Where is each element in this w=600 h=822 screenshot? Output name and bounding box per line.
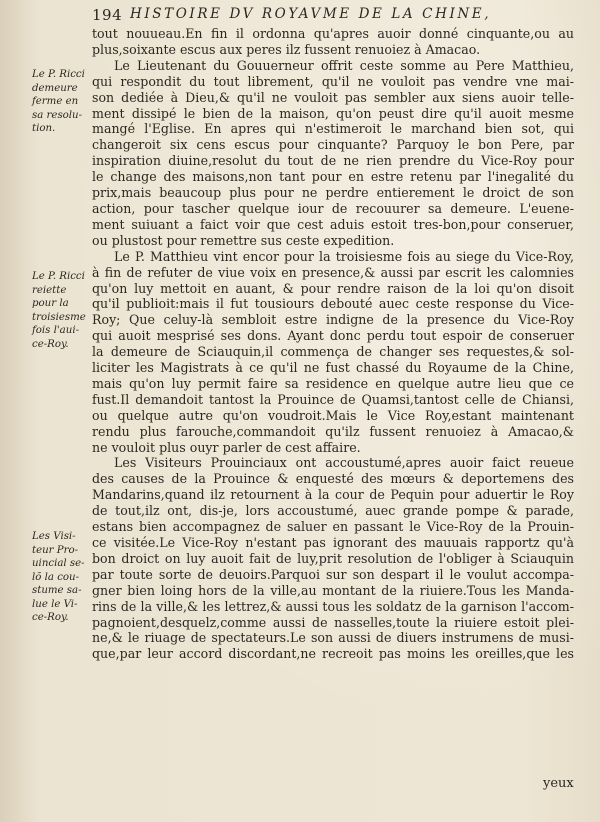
text-line: mais qu'on luy permit faire sa residence en quelque autre lieu que ce bbox=[92, 375, 574, 391]
margin-note-line: sa resolu- bbox=[32, 109, 83, 121]
text-line: le change des maisons,non tant pour en estre retenu par l'inegalité du bbox=[92, 169, 574, 185]
paragraph bbox=[92, 58, 574, 249]
text-line: ment dissipé le bien de la maison, qu'on peust dire qu'il auoit mesme bbox=[92, 105, 574, 121]
margin-note-line: demeure bbox=[32, 82, 78, 94]
text-line: fust.Il demandoit tantost la Prouince de Quamsi,tantost celle de Chiansi, bbox=[92, 391, 574, 407]
text-line: gner bien loing hors de la ville,au montant de la riuiere.Tous les Manda- bbox=[92, 582, 574, 598]
text-line: la demeure de Sciauquin,il commença de changer ses requestes,& sol- bbox=[92, 344, 574, 360]
margin-note-line: lõ la cou- bbox=[32, 571, 80, 583]
margin-note-line: fois l'aui- bbox=[32, 325, 80, 336]
text-line: qui auoit mesprisé ses dons. Ayant donc perdu tout espoir de conseruer bbox=[92, 328, 574, 344]
text-line: mangé l'Eglise. En apres qui n'estimeroit le marchand bien sot, qui bbox=[92, 121, 574, 137]
paragraph bbox=[92, 455, 574, 662]
margin-note-1 bbox=[32, 68, 92, 136]
text-line: estans bien accompagnez de saluer en passant le Vice-Roy de la Prouin- bbox=[92, 519, 574, 535]
catchword: yeux bbox=[543, 776, 574, 791]
text-line: son dediée à Dieu,& qu'il ne vouloit pas sembler aux siens auoir telle- bbox=[92, 89, 574, 105]
text-line: ment suiuant a faict voir que cest aduis estoit tres-bon,pour conseruer, bbox=[92, 216, 574, 232]
margin-note-line: troisiesme bbox=[32, 311, 86, 323]
text-line: Le P. Matthieu vint encor pour la troisiesme fois au siege du Vice-Roy, bbox=[114, 248, 574, 264]
text-line: changeroit six cens escus pour cinquante? Parquoy le bon Pere, par bbox=[92, 137, 574, 153]
text-line: des causes de la Prouince & enquesté des mœurs & deportemens des bbox=[92, 471, 574, 487]
text-line: pagnoient,desquelz,comme aussi de nasselles,toute la riuiere estoit plei- bbox=[92, 614, 574, 630]
margin-note-line: Les Visi- bbox=[32, 531, 76, 542]
text-line: qu'on luy mettoit en auant, & pour rendre raison de la loi qu'on disoit bbox=[92, 280, 574, 296]
margin-note-line: stume sa- bbox=[32, 585, 82, 596]
margin-note-line: pour la bbox=[32, 298, 69, 309]
text-line: à fin de refuter de viue voix en presence,& aussi par escrit les calomnies bbox=[92, 264, 574, 280]
text-line: prix,mais beaucoup plus pour ne perdre entierement le droict de son bbox=[92, 185, 574, 201]
paragraph bbox=[92, 26, 574, 58]
page-number: 194 bbox=[92, 6, 123, 24]
body-text bbox=[92, 26, 574, 662]
text-line: Le Lieutenant du Gouuerneur offrit ceste somme au Pere Matthieu, bbox=[114, 57, 574, 73]
margin-note-line: tion. bbox=[32, 123, 56, 134]
text-line: ou plustost pour remettre sus ceste expedition. bbox=[92, 232, 395, 248]
text-line: par toute sorte de deuoirs.Parquoi sur son despart il le voulut accompa- bbox=[92, 566, 574, 582]
text-line: inspiration diuine,resolut du tout de ne rien prendre du Vice-Roy pour bbox=[92, 153, 574, 169]
margin-note-3 bbox=[32, 530, 92, 625]
margin-note-line: lue le Vi- bbox=[32, 598, 78, 610]
text-line: rins de la ville,& les lettrez,& aussi tous les soldatz de la garnison l'accom- bbox=[92, 598, 574, 614]
margin-note-line: ferme en bbox=[32, 96, 79, 107]
text-line: qu'il publioit:mais il fut tousiours debouté auec ceste response du Vice- bbox=[92, 296, 574, 312]
text-line: Les Visiteurs Prouinciaux ont accoustumé,apres auoir faict reueue bbox=[114, 455, 574, 471]
text-line: ne,& le riuage de spectateurs.Le son aussi de diuers instrumens de musi- bbox=[92, 630, 574, 646]
text-line: plus,soixante escus aux peres ilz fussent renuoiez à Amacao. bbox=[92, 41, 481, 57]
text-line: liciter les Magistrats à ce qu'il ne fust chassé du Royaume de la Chine, bbox=[92, 360, 574, 376]
text-line: que,par leur accord discordant,ne recreoit pas moins les oreilles,que les bbox=[92, 646, 574, 662]
margin-note-line: ce-Roy. bbox=[32, 612, 69, 623]
text-line: ou quelque autre qu'on voudroit.Mais le Vice Roy,estant maintenant bbox=[92, 407, 574, 423]
text-line: ce visitée.Le Vice-Roy n'estant pas ignorant des mauuais rapportz qu'à bbox=[92, 535, 574, 550]
paragraph bbox=[92, 249, 574, 456]
text-line: bon droict on luy auoit fait de luy,prit resolution de l'obliger à Sciauquin bbox=[92, 550, 574, 566]
margin-note-line: Le P. Ricci bbox=[32, 271, 85, 282]
margin-note-line: Le P. Ricci bbox=[32, 69, 85, 80]
text-line: qui respondit du tout librement, qu'il ne vouloit pas vendre vne mai- bbox=[92, 73, 574, 89]
margin-note-line: teur Pro- bbox=[32, 544, 79, 556]
text-line: action, pour tascher quelque iour de recouurer sa demeure. L'euene- bbox=[92, 200, 574, 216]
text-line: ne vouloit plus ouyr parler de cest affaire. bbox=[92, 439, 361, 455]
page-header bbox=[92, 6, 582, 26]
margin-note-line: reiette bbox=[32, 284, 67, 296]
text-line: Roy; Que celuy-là sembloit estre indigne de la presence du Vice-Roy bbox=[92, 312, 574, 328]
margin-note-line: uincial se- bbox=[32, 558, 85, 569]
text-line: de tout,ilz ont, dis-je, lors accoustumé, auec grande pompe & parade, bbox=[92, 503, 574, 519]
margin-note-line: ce-Roy. bbox=[32, 338, 69, 350]
running-title: HISTOIRE DV ROYAVME DE LA CHINE, bbox=[130, 6, 492, 22]
margin-note-2 bbox=[32, 270, 92, 351]
text-line: rendu plus farouche,commandoit qu'ilz fussent renuoiez à Amacao,& bbox=[92, 423, 574, 439]
text-line: Mandarins,quand ilz retournent à la cour de Pequin pour aduertir le Roy bbox=[92, 487, 574, 503]
text-line: tout nouueau.En fin il ordonna qu'apres auoir donné cinquante,ou au bbox=[92, 26, 574, 41]
